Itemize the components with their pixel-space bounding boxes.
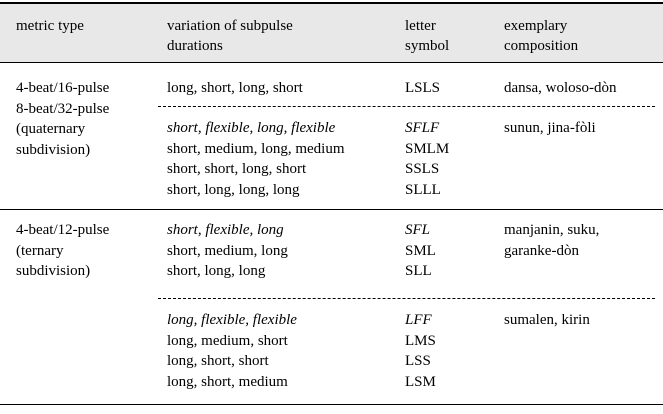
header-variation: variation of subpulse durations (167, 18, 293, 54)
variation-q2: short, flexible, long, flexible short, medium, long, medium short, short, long, short short, long, long, long (167, 120, 345, 198)
composition-t2: sumalen, kirin (504, 312, 590, 328)
dashed-divider-q (158, 106, 655, 107)
header-metric-type: metric type (16, 18, 84, 34)
header-letter-symbol: letter symbol (405, 18, 450, 54)
composition-q2: sunun, jina-fòli (504, 120, 596, 136)
variation-t2: long, flexible, flexible long, medium, short long, short, short long, short, medium (167, 312, 297, 390)
section-rule (0, 209, 663, 210)
letters-q2: SFLF SMLM SSLS SLLL (405, 120, 450, 198)
header-rule (0, 62, 663, 63)
letters-t2: LFF LMS LSS LSM (405, 312, 436, 390)
composition-t1: manjanin, suku, garanke-dòn (504, 222, 600, 259)
variation-q1: long, short, long, short (167, 80, 303, 96)
variation-t1: short, flexible, long short, medium, long short, long, long (167, 222, 288, 279)
dashed-divider-t (158, 298, 655, 299)
letters-t1: SFL SML SLL (405, 222, 436, 279)
top-rule (0, 2, 663, 4)
metric-ternary: 4-beat/12-pulse (ternary subdivision) (16, 222, 110, 279)
letters-q1: LSLS (405, 80, 441, 96)
bottom-rule (0, 404, 663, 405)
header-composition: exemplary composition (504, 18, 579, 54)
metric-quaternary: 4-beat/16-pulse 8-beat/32-pulse (quaternary subdivision) (16, 80, 110, 158)
composition-q1: dansa, woloso-dòn (504, 80, 617, 96)
